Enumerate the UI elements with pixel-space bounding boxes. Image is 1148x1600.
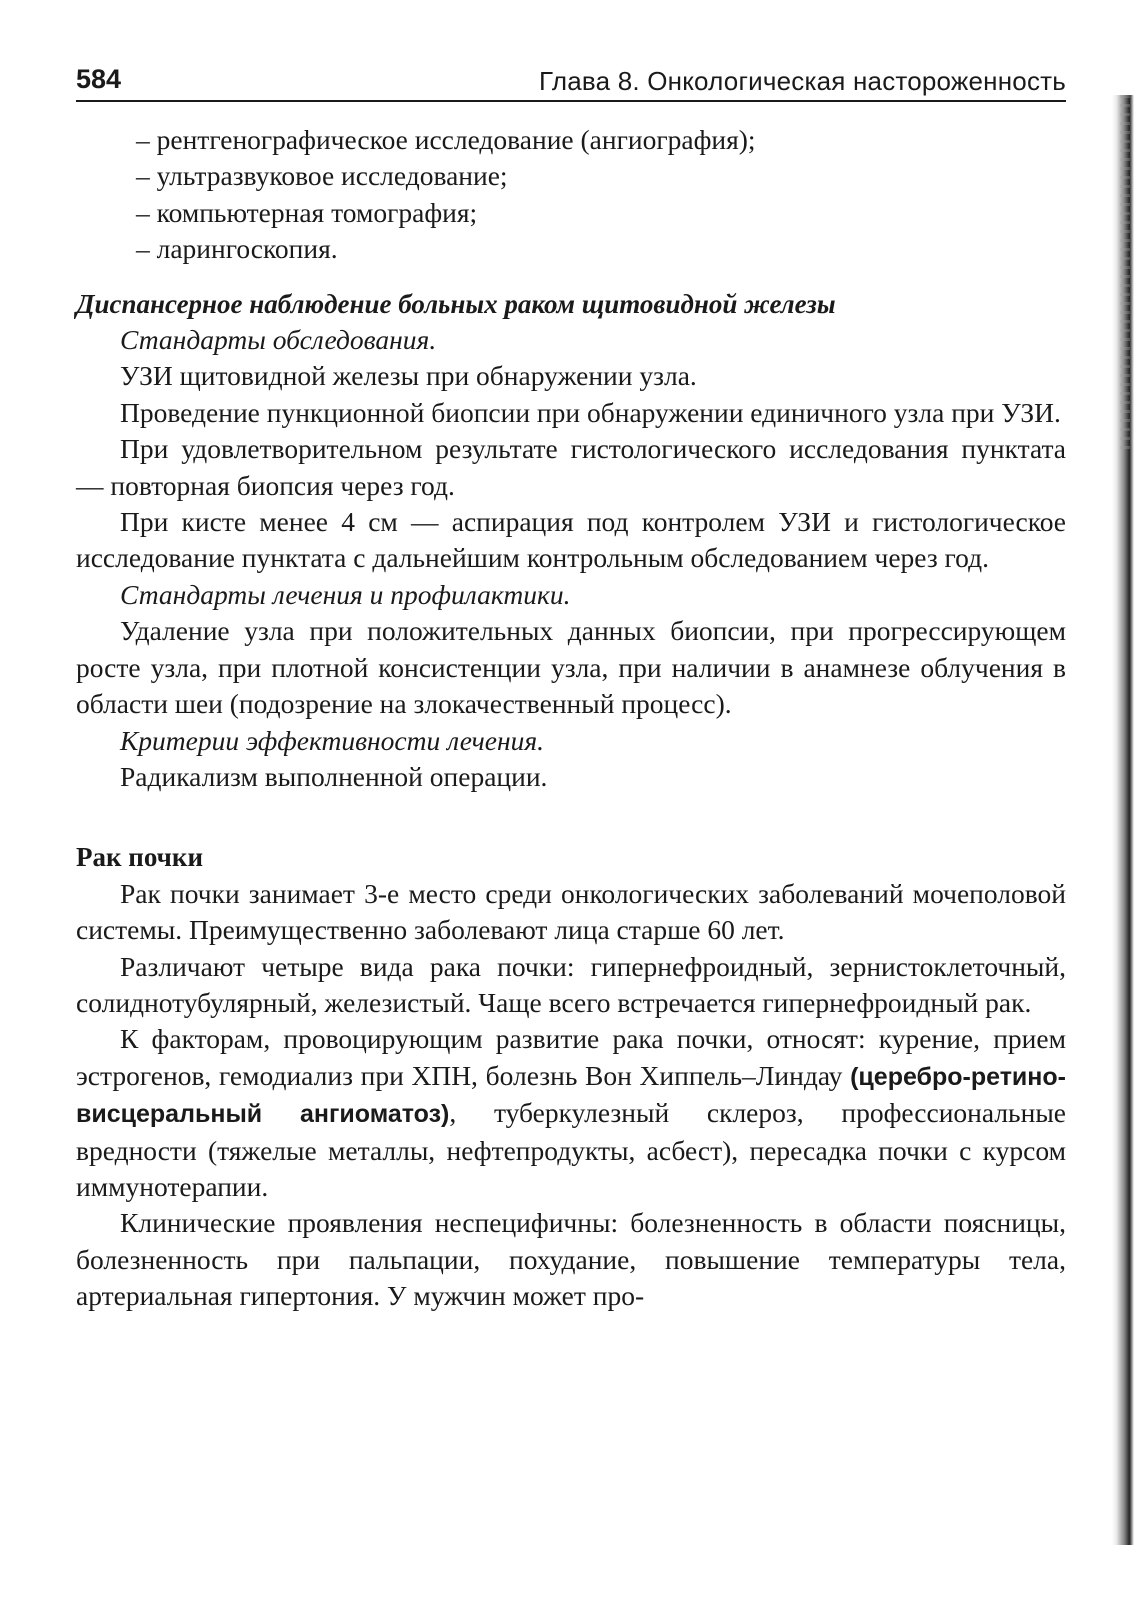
kidney-section-title: Рак почки <box>76 842 203 873</box>
list-item: – ультразвуковое исследование; <box>76 158 1066 194</box>
paragraph: Радикализм выполненной операции. <box>120 760 548 792</box>
list-item: – рентгенографическое исследование (ангиография); <box>76 122 1066 158</box>
paragraph: Рак почки занимает 3-е место среди онкологических заболеваний мочеполовой системы. Преимущественно заболевают лица старше 60 лет. <box>76 877 1066 946</box>
bold-term: (церебро-ретино-висцеральный ангиоматоз) <box>76 1062 1066 1129</box>
criteria-heading: Критерии эффективности лечения. <box>120 724 544 756</box>
paragraph: Проведение пункционной биопсии при обнаружении единичного узла при УЗИ. <box>120 396 1061 428</box>
list-item: – ларингоскопия. <box>76 231 1066 267</box>
paragraph: Клинические проявления неспецифичны: болезненность в области поясницы, болезненность при пальпации, похудание, повышение температуры тела, артериальная гипертония. У мужчин может про- <box>76 1207 1066 1312</box>
diagnostics-list <box>76 122 1066 268</box>
page-body <box>76 122 1066 1315</box>
paragraph <box>76 1021 1066 1205</box>
list-item: – компьютерная томография; <box>76 195 1066 231</box>
paragraph: Различают четыре вида рака почки: гипернефроидный, зернистоклеточный, солиднотубулярный, железистый. Чаще всего встречается гипернефроидный рак. <box>76 950 1066 1018</box>
scan-binding-edge-noise <box>1120 95 1130 455</box>
page-number: 584 <box>76 64 122 94</box>
running-head: Глава 8. Онкологическая настороженность <box>539 66 1066 96</box>
paragraph-text: К факторам, провоцирующим развитие рака почки, относят: курение, прием эстрогенов, гемодиализ при ХПН, болезнь Вон Хиппель–Линдау <box>76 1023 1066 1091</box>
paragraph: При кисте менее 4 см — аспирация под контролем УЗИ и гистологическое исследование пунктата с дальнейшим контрольным обследованием через год. <box>76 506 1066 574</box>
paragraph: При удовлетворительном результате гистологического исследования пунктата — повторная биопсия через год. <box>76 433 1066 501</box>
paragraph-text: , туберкулезный склероз, профессиональные вредности (тяжелые металлы, нефтепродукты, асбест), пересадка почки с курсом иммунотерапии. <box>76 1097 1066 1202</box>
paragraph: Удаление узла при положительных данных биопсии, при прогрессирующем росте узла, при плотной консистенции узла, при наличии в анамнезе облучения в области шеи (подозрение на злокачественный процесс). <box>76 615 1066 720</box>
thyroid-section-title: Диспансерное наблюдение больных раком щитовидной железы <box>76 288 836 319</box>
exam-standards-heading: Стандарты обследования. <box>120 324 437 356</box>
paragraph: УЗИ щитовидной железы при обнаружении узла. <box>120 360 697 392</box>
treatment-standards-heading: Стандарты лечения и профилактики. <box>120 578 571 610</box>
page-header <box>76 60 1066 102</box>
